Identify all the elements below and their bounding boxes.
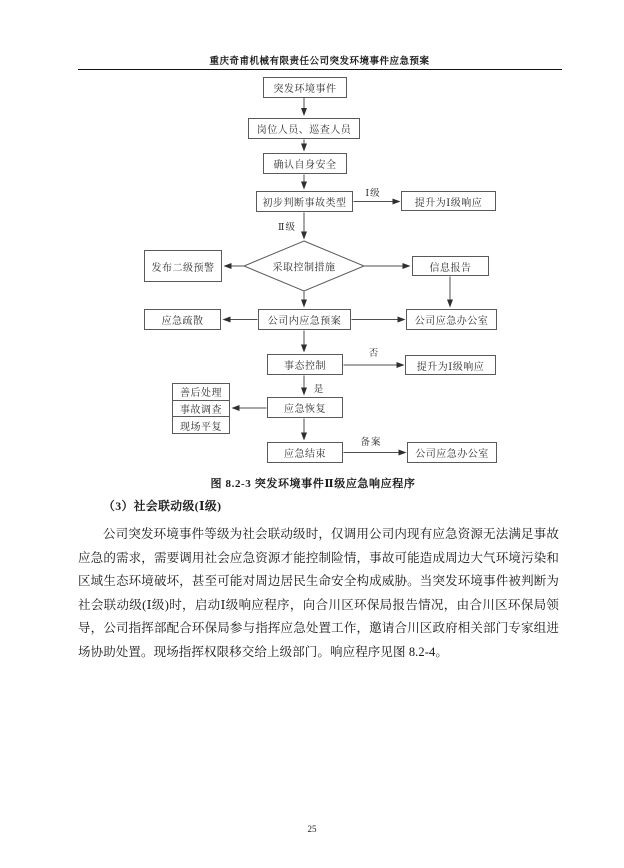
edge-label-level2: Ⅱ级 <box>278 223 296 233</box>
edge-label-record: 备案 <box>360 438 382 448</box>
flow-node-evacuate: 应急疏散 <box>144 309 221 330</box>
header-title: 重庆奇甫机械有限责任公司突发环境事件应急预案 <box>209 57 430 67</box>
page-number: 25 <box>307 824 317 834</box>
flow-node-staff: 岗位人员、巡查人员 <box>248 118 360 139</box>
flow-node-safety: 确认自身安全 <box>263 153 347 174</box>
flow-node-aftermath-row2: 事故调查 <box>173 401 229 418</box>
flow-node-upgrade2: 提升为Ⅰ级响应 <box>405 355 496 375</box>
flow-node-aftermath-row1: 善后处理 <box>173 384 229 401</box>
edge-label-yes: 是 <box>313 385 325 395</box>
section-heading: （3）社会联动级(Ⅰ级) <box>103 499 222 513</box>
flow-node-event: 突发环境事件 <box>263 77 347 98</box>
flow-node-recovery: 应急恢复 <box>267 397 343 418</box>
body-paragraph: 公司突发环境事件等级为社会联动级时，仅调用公司内现有应急资源无法满足事故应急的需求，需要调用社会应急资源才能控制险情，事故可能造成周边大气环境污染和区域生态环境破坏，甚至可能对周边居民生命安全构成威胁。当突发环境事件被判断为社会联动级(Ⅰ级)时，启动Ⅰ级响应程序，向合川区环保局报告情况，由合川区环保局领导，公司指挥部配合环保局参与指挥应急处置工作，邀请合川区政府相关部门专家组进场协助处置。现场指挥权限移交给上级部门。响应程序见图 8.2-4。 <box>78 527 559 659</box>
flow-node-end: 应急结束 <box>267 442 343 463</box>
flow-node-control: 事态控制 <box>267 354 343 375</box>
flow-node-aftermath-row3: 现场平复 <box>180 421 222 433</box>
flow-node-report: 信息报告 <box>412 256 489 276</box>
flow-node-upgrade1: 提升为Ⅰ级响应 <box>401 191 496 211</box>
flow-node-warning: 发布二级预警 <box>144 250 222 282</box>
flow-node-office2: 公司应急办公室 <box>407 442 497 463</box>
flow-node-measures: 采取控制措施 <box>272 262 336 274</box>
flow-node-judge: 初步判断事故类型 <box>256 191 353 212</box>
flow-node-office1: 公司应急办公室 <box>406 309 497 330</box>
edge-label-level1: Ⅰ级 <box>365 189 381 199</box>
edge-label-no: 否 <box>368 349 380 359</box>
flow-node-aftermath <box>172 383 230 434</box>
flow-node-plan: 公司内应急预案 <box>258 309 351 330</box>
figure-caption: 图 8.2-3 突发环境事件Ⅱ级应急响应程序 <box>210 478 416 490</box>
